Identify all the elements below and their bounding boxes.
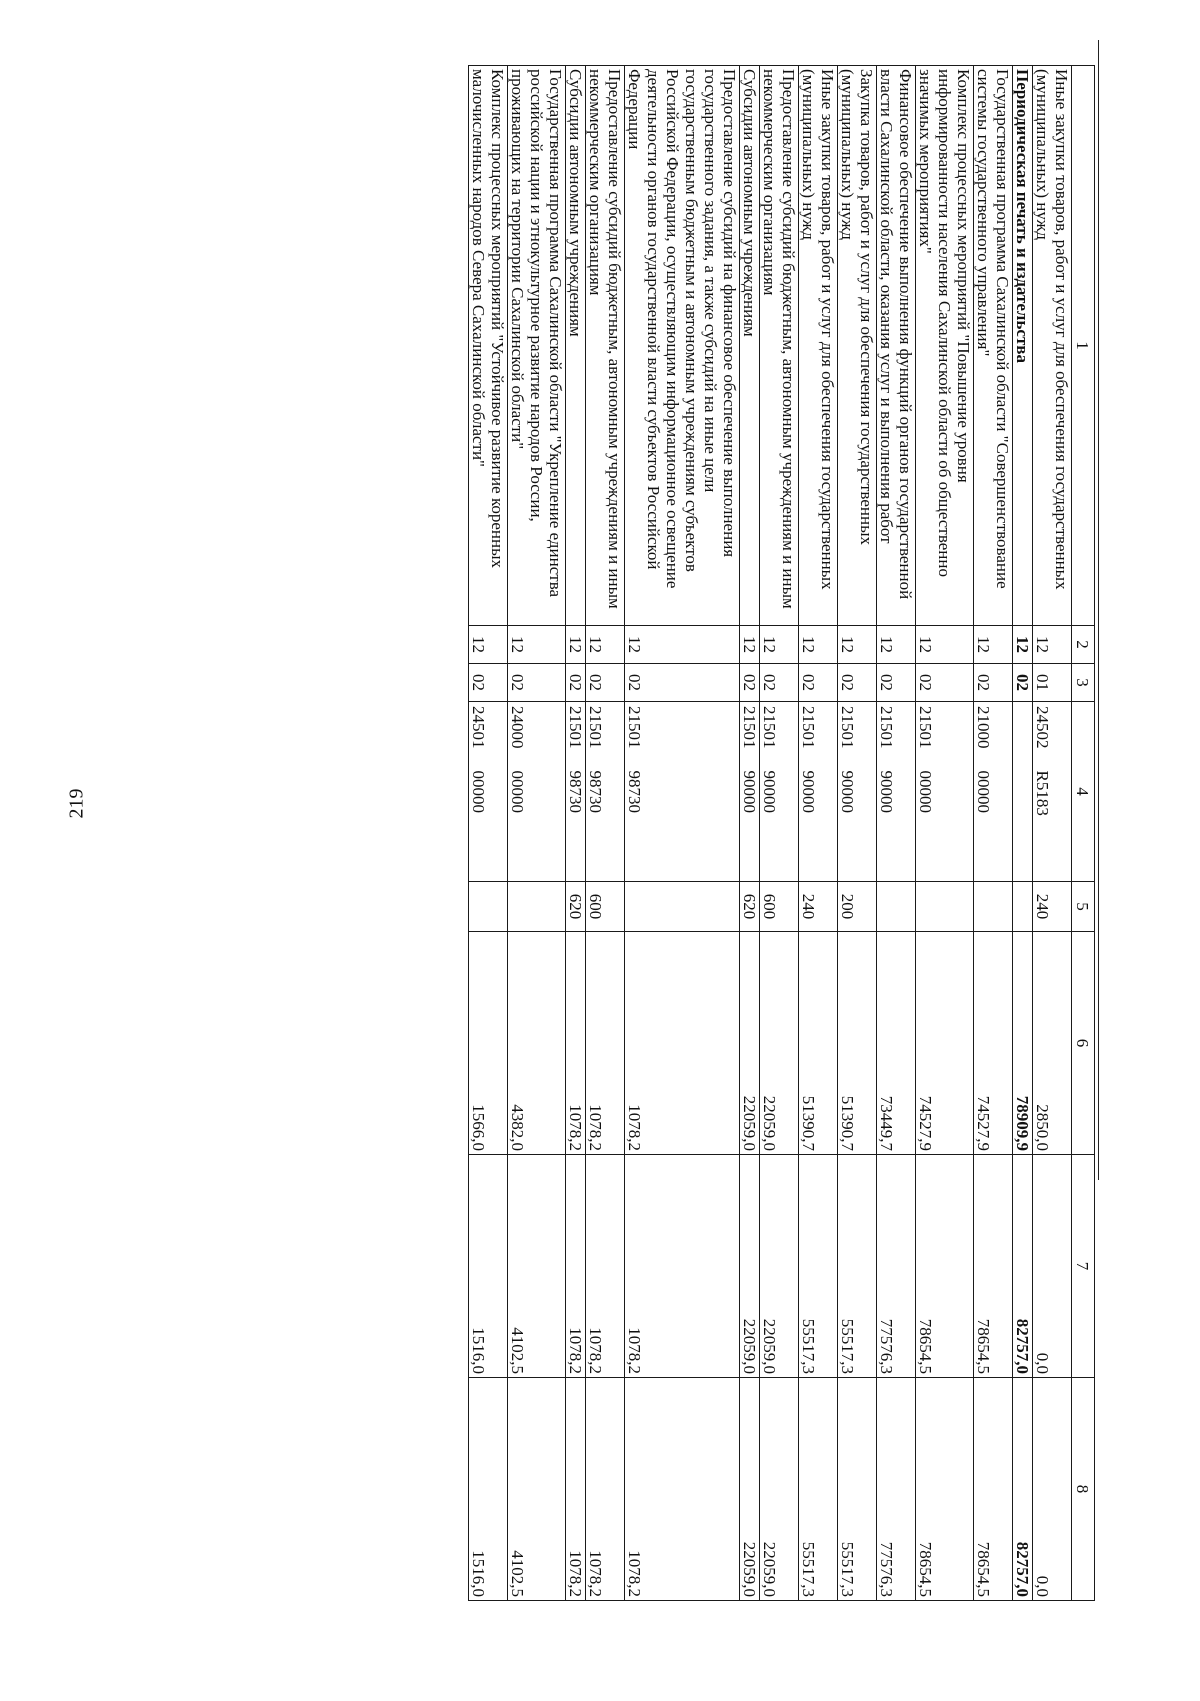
target-article-part: 90000 [838,770,857,813]
row-name-cell: Предоставление субсидий на финансовое обеспечение выполнения государственного задания, а также субсидий на иные цели государственным бюджетным и автономным учреждениям субъектов Российской Федерации, осуществляющим информационное освещение деятельности органов государственной власти субъектов Российской Федерации [625,66,740,626]
target-article-part: 24000 [508,706,527,749]
row-amount-cell: 1078,2 [586,1155,625,1378]
row-expense-type-cell: 240 [1033,882,1072,932]
row-amount-cell: 55517,3 [799,1378,838,1601]
row-amount-cell: 78654,5 [974,1155,1013,1378]
row-code-cell: 02 [838,664,877,702]
header-cell: 6 [1072,932,1095,1155]
row-code-cell: 02 [760,664,799,702]
row-amount-cell: 73449,7 [877,932,916,1155]
row-expense-type-cell: 240 [799,882,838,932]
row-amount-cell: 1078,2 [566,1155,586,1378]
target-article-part: 00000 [469,770,488,813]
row-amount-cell: 2850,0 [1033,932,1072,1155]
table-body [469,66,1072,1601]
row-expense-type-cell [469,882,508,932]
row-code-cell: 02 [916,664,974,702]
row-code-cell: 02 [625,664,740,702]
row-code-cell: 02 [877,664,916,702]
budget-table [468,65,1095,1601]
row-amount-cell: 82757,0 [1013,1378,1033,1601]
row-name-cell: Комплекс процессных мероприятий "Устойчивое развитие коренных малочисленных народов Севера Сахалинской области" [469,66,508,626]
target-article-part: 21501 [625,706,644,749]
row-amount-cell: 51390,7 [838,932,877,1155]
target-article-part: 21501 [877,706,896,749]
row-expense-type-cell: 620 [566,882,586,932]
header-cell: 3 [1072,664,1095,702]
row-code-cell: 12 [740,626,760,664]
row-amount-cell: 78654,5 [974,1378,1013,1601]
row-target-article-cell [1033,702,1072,882]
target-article-part: 24501 [469,706,488,749]
row-code-cell: 12 [586,626,625,664]
row-expense-type-cell: 600 [586,882,625,932]
target-article-part: 21000 [974,706,993,749]
row-name-cell: Иные закупки товаров, работ и услуг для обеспечения государственных (муниципальных) нужд [1033,66,1072,626]
target-article-part: 21501 [586,706,605,749]
table-row [1033,66,1072,1601]
row-code-cell: 02 [740,664,760,702]
row-amount-cell: 78909,9 [1013,932,1033,1155]
target-article-part: 21501 [838,706,857,749]
row-expense-type-cell: 200 [838,882,877,932]
target-article-part: 00000 [508,770,527,813]
row-expense-type-cell: 600 [760,882,799,932]
target-article-part: 90000 [799,770,818,813]
row-amount-cell: 82757,0 [1013,1155,1033,1378]
row-target-article-cell [799,702,838,882]
row-code-cell: 12 [469,626,508,664]
row-code-cell: 12 [838,626,877,664]
row-name-cell: Субсидии автономным учреждениям [740,66,760,626]
row-expense-type-cell [625,882,740,932]
row-amount-cell: 1516,0 [469,1378,508,1601]
row-name-cell: Финансовое обеспечение выполнения функций органов государственной власти Сахалинской области, оказания услуг и выполнения работ [877,66,916,626]
target-article-part: 90000 [877,770,896,813]
row-expense-type-cell [1013,882,1033,932]
row-expense-type-cell [508,882,566,932]
target-article-part: 21501 [760,706,779,749]
row-code-cell: 02 [586,664,625,702]
page-divider-line [1098,40,1099,1180]
table-row [740,66,760,1601]
header-cell: 5 [1072,882,1095,932]
target-article-part: 98730 [586,770,605,813]
target-article-part: 21501 [566,706,585,749]
table-row [877,66,916,1601]
target-article-part: 21501 [740,706,759,749]
row-code-cell: 12 [877,626,916,664]
row-code-cell: 02 [508,664,566,702]
budget-table-sheet [130,65,1095,1600]
row-code-cell: 12 [916,626,974,664]
row-name-cell: Государственная программа Сахалинской области "Укрепление единства российской нации и этнокультурное развитие народов России, проживающих на территории Сахалинской области" [508,66,566,626]
target-article-part: 90000 [760,770,779,813]
row-target-article-cell [508,702,566,882]
row-name-cell: Закупка товаров, работ и услуг для обеспечения государственных (муниципальных) нужд [838,66,877,626]
row-code-cell: 02 [566,664,586,702]
row-amount-cell: 22059,0 [740,1155,760,1378]
row-code-cell: 02 [469,664,508,702]
row-name-cell: Предоставление субсидий бюджетным, автономным учреждениям и иным некоммерческим организациям [760,66,799,626]
table-row [508,66,566,1601]
row-target-article-cell [1013,702,1033,882]
row-amount-cell: 1078,2 [566,932,586,1155]
row-amount-cell: 78654,5 [916,1378,974,1601]
row-amount-cell: 1078,2 [625,1378,740,1601]
target-article-part: 00000 [916,770,935,813]
row-code-cell: 12 [566,626,586,664]
row-target-article-cell [625,702,740,882]
row-target-article-cell [877,702,916,882]
row-amount-cell: 1078,2 [586,932,625,1155]
row-code-cell: 12 [799,626,838,664]
header-cell: 1 [1072,66,1095,626]
row-expense-type-cell [877,882,916,932]
row-amount-cell: 22059,0 [760,1378,799,1601]
row-name-cell: Государственная программа Сахалинской области "Совершенствование системы государственного управления" [974,66,1013,626]
row-amount-cell: 1566,0 [469,932,508,1155]
target-article-part: 90000 [740,770,759,813]
row-target-article-cell [916,702,974,882]
row-amount-cell: 22059,0 [760,1155,799,1378]
row-code-cell: 12 [1013,626,1033,664]
row-name-cell: Субсидии автономным учреждениям [566,66,586,626]
row-amount-cell: 1078,2 [625,1155,740,1378]
table-row [625,66,740,1601]
row-target-article-cell [566,702,586,882]
row-amount-cell: 0,0 [1033,1378,1072,1601]
row-amount-cell: 77576,3 [877,1155,916,1378]
row-target-article-cell [974,702,1013,882]
header-cell: 7 [1072,1155,1095,1378]
table-row [566,66,586,1601]
row-amount-cell: 55517,3 [838,1378,877,1601]
row-amount-cell: 4102,5 [508,1378,566,1601]
row-code-cell: 02 [799,664,838,702]
table-header-row [1072,66,1095,1601]
row-code-cell: 01 [1033,664,1072,702]
row-name-cell: Периодическая печать и издательства [1013,66,1033,626]
target-article-part: 21501 [916,706,935,749]
row-amount-cell: 78654,5 [916,1155,974,1378]
row-target-article-cell [740,702,760,882]
row-amount-cell: 22059,0 [760,932,799,1155]
row-expense-type-cell [974,882,1013,932]
target-article-part: 98730 [625,770,644,813]
row-name-cell: Комплекс процессных мероприятий "Повышение уровня информированности населения Сахалинской области об общественно значимых мероприятиях" [916,66,974,626]
row-amount-cell: 22059,0 [740,1378,760,1601]
row-expense-type-cell: 620 [740,882,760,932]
row-amount-cell: 74527,9 [974,932,1013,1155]
target-article-part: 00000 [974,770,993,813]
target-article-part: 21501 [799,706,818,749]
row-code-cell: 12 [974,626,1013,664]
row-amount-cell: 1078,2 [625,932,740,1155]
row-amount-cell: 55517,3 [799,1155,838,1378]
row-amount-cell: 77576,3 [877,1378,916,1601]
row-code-cell: 02 [1013,664,1033,702]
header-cell: 8 [1072,1378,1095,1601]
row-name-cell: Иные закупки товаров, работ и услуг для обеспечения государственных (муниципальных) нужд [799,66,838,626]
row-code-cell: 12 [625,626,740,664]
row-amount-cell: 1078,2 [566,1378,586,1601]
row-target-article-cell [469,702,508,882]
row-amount-cell: 74527,9 [916,932,974,1155]
row-amount-cell: 4382,0 [508,932,566,1155]
table-row [1013,66,1033,1601]
target-article-part: 98730 [566,770,585,813]
row-amount-cell: 55517,3 [838,1155,877,1378]
target-article-part: R5183 [1033,770,1052,816]
row-expense-type-cell [916,882,974,932]
row-code-cell: 12 [508,626,566,664]
row-target-article-cell [760,702,799,882]
table-row [760,66,799,1601]
row-amount-cell: 1516,0 [469,1155,508,1378]
row-amount-cell: 4102,5 [508,1155,566,1378]
row-amount-cell: 1078,2 [586,1378,625,1601]
row-amount-cell: 51390,7 [799,932,838,1155]
row-code-cell: 12 [1033,626,1072,664]
table-row [799,66,838,1601]
row-amount-cell: 0,0 [1033,1155,1072,1378]
table-row [469,66,508,1601]
header-cell: 2 [1072,626,1095,664]
row-target-article-cell [586,702,625,882]
header-cell: 4 [1072,702,1095,882]
table-row [916,66,974,1601]
page-number: 219 [65,788,88,819]
table-row [586,66,625,1601]
target-article-part: 24502 [1033,706,1052,749]
row-code-cell: 12 [760,626,799,664]
row-amount-cell: 22059,0 [740,932,760,1155]
row-code-cell: 02 [974,664,1013,702]
row-target-article-cell [838,702,877,882]
row-name-cell: Предоставление субсидий бюджетным, автономным учреждениям и иным некоммерческим организациям [586,66,625,626]
table-row [974,66,1013,1601]
table-row [838,66,877,1601]
